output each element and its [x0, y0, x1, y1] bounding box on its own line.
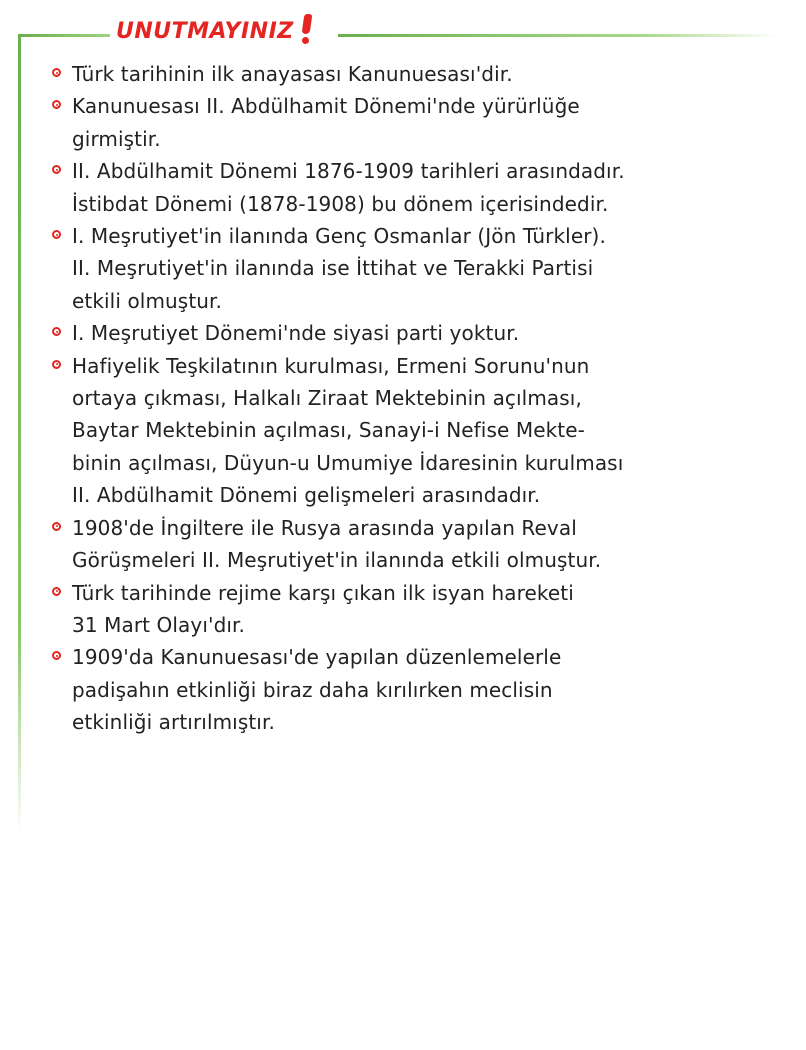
list-item-line: II. Meşrutiyet'in ilanında ise İttihat ve Terakki Partisi: [72, 256, 594, 281]
list-item-line: etkili olmuştur.: [72, 288, 222, 313]
list-item-line: II. Abdülhamit Dönemi 1876-1909 tarihleri arasındadır.: [72, 159, 625, 184]
list-item-line: I. Meşrutiyet'in ilanında Genç Osmanlar (Jön Türkler).: [72, 224, 606, 249]
reminder-list: [52, 58, 772, 739]
bullet-icon: [52, 327, 61, 336]
list-item: [52, 512, 772, 577]
list-item: [52, 350, 772, 512]
top-border-left: [18, 34, 110, 37]
list-item-line: padişahın etkinliği biraz daha kırılırken meclisin: [72, 677, 553, 702]
list-item: [52, 90, 772, 155]
list-item: [52, 317, 772, 349]
box-title: [116, 14, 312, 44]
list-item: [52, 58, 772, 90]
list-item: [52, 577, 772, 642]
bullet-icon: [52, 651, 61, 660]
reminder-box: [18, 0, 788, 840]
list-item-line: Kanunuesası II. Abdülhamit Dönemi'nde yürürlüğe: [72, 94, 580, 119]
list-item-line: ortaya çıkması, Halkalı Ziraat Mektebinin açılması,: [72, 386, 582, 411]
list-item: [52, 641, 772, 738]
list-item-line: 31 Mart Olayı'dır.: [72, 612, 245, 637]
list-item-line: 1908'de İngiltere ile Rusya arasında yapılan Reval: [72, 515, 577, 540]
list-item: [52, 220, 772, 317]
list-item-line: İstibdat Dönemi (1878-1908) bu dönem içerisindedir.: [72, 191, 609, 216]
bullet-icon: [52, 165, 61, 174]
bullet-icon: [52, 587, 61, 596]
title-text: UNUTMAYINIZ: [116, 19, 294, 44]
list-item-line: II. Abdülhamit Dönemi gelişmeleri arasındadır.: [72, 483, 541, 508]
bullet-icon: [52, 100, 61, 109]
list-item-line: 1909'da Kanunuesası'de yapılan düzenlemelerle: [72, 645, 562, 670]
exclamation-mark-icon: [300, 14, 312, 44]
list-item-line: I. Meşrutiyet Dönemi'nde siyasi parti yoktur.: [72, 321, 520, 346]
list-item-line: girmiştir.: [72, 126, 161, 151]
list-item-line: Hafiyelik Teşkilatının kurulması, Ermeni Sorunu'nun: [72, 353, 590, 378]
list-item-line: etkinliği artırılmıştır.: [72, 710, 275, 735]
bullet-icon: [52, 68, 61, 77]
list-item-line: Baytar Mektebinin açılması, Sanayi-i Nefise Mekte-: [72, 418, 585, 443]
list-item-line: binin açılması, Düyun-u Umumiye İdaresinin kurulması: [72, 450, 624, 475]
list-item: [52, 155, 772, 220]
list-item-line: Türk tarihinin ilk anayasası Kanunuesası'dir.: [72, 62, 513, 86]
top-border-right: [338, 34, 778, 37]
left-border: [18, 34, 21, 834]
bullet-icon: [52, 230, 61, 239]
bullet-icon: [52, 360, 61, 369]
bullet-icon: [52, 522, 61, 531]
list-item-line: Türk tarihinde rejime karşı çıkan ilk isyan hareketi: [72, 580, 574, 605]
list-item-line: Görüşmeleri II. Meşrutiyet'in ilanında etkili olmuştur.: [72, 548, 602, 573]
